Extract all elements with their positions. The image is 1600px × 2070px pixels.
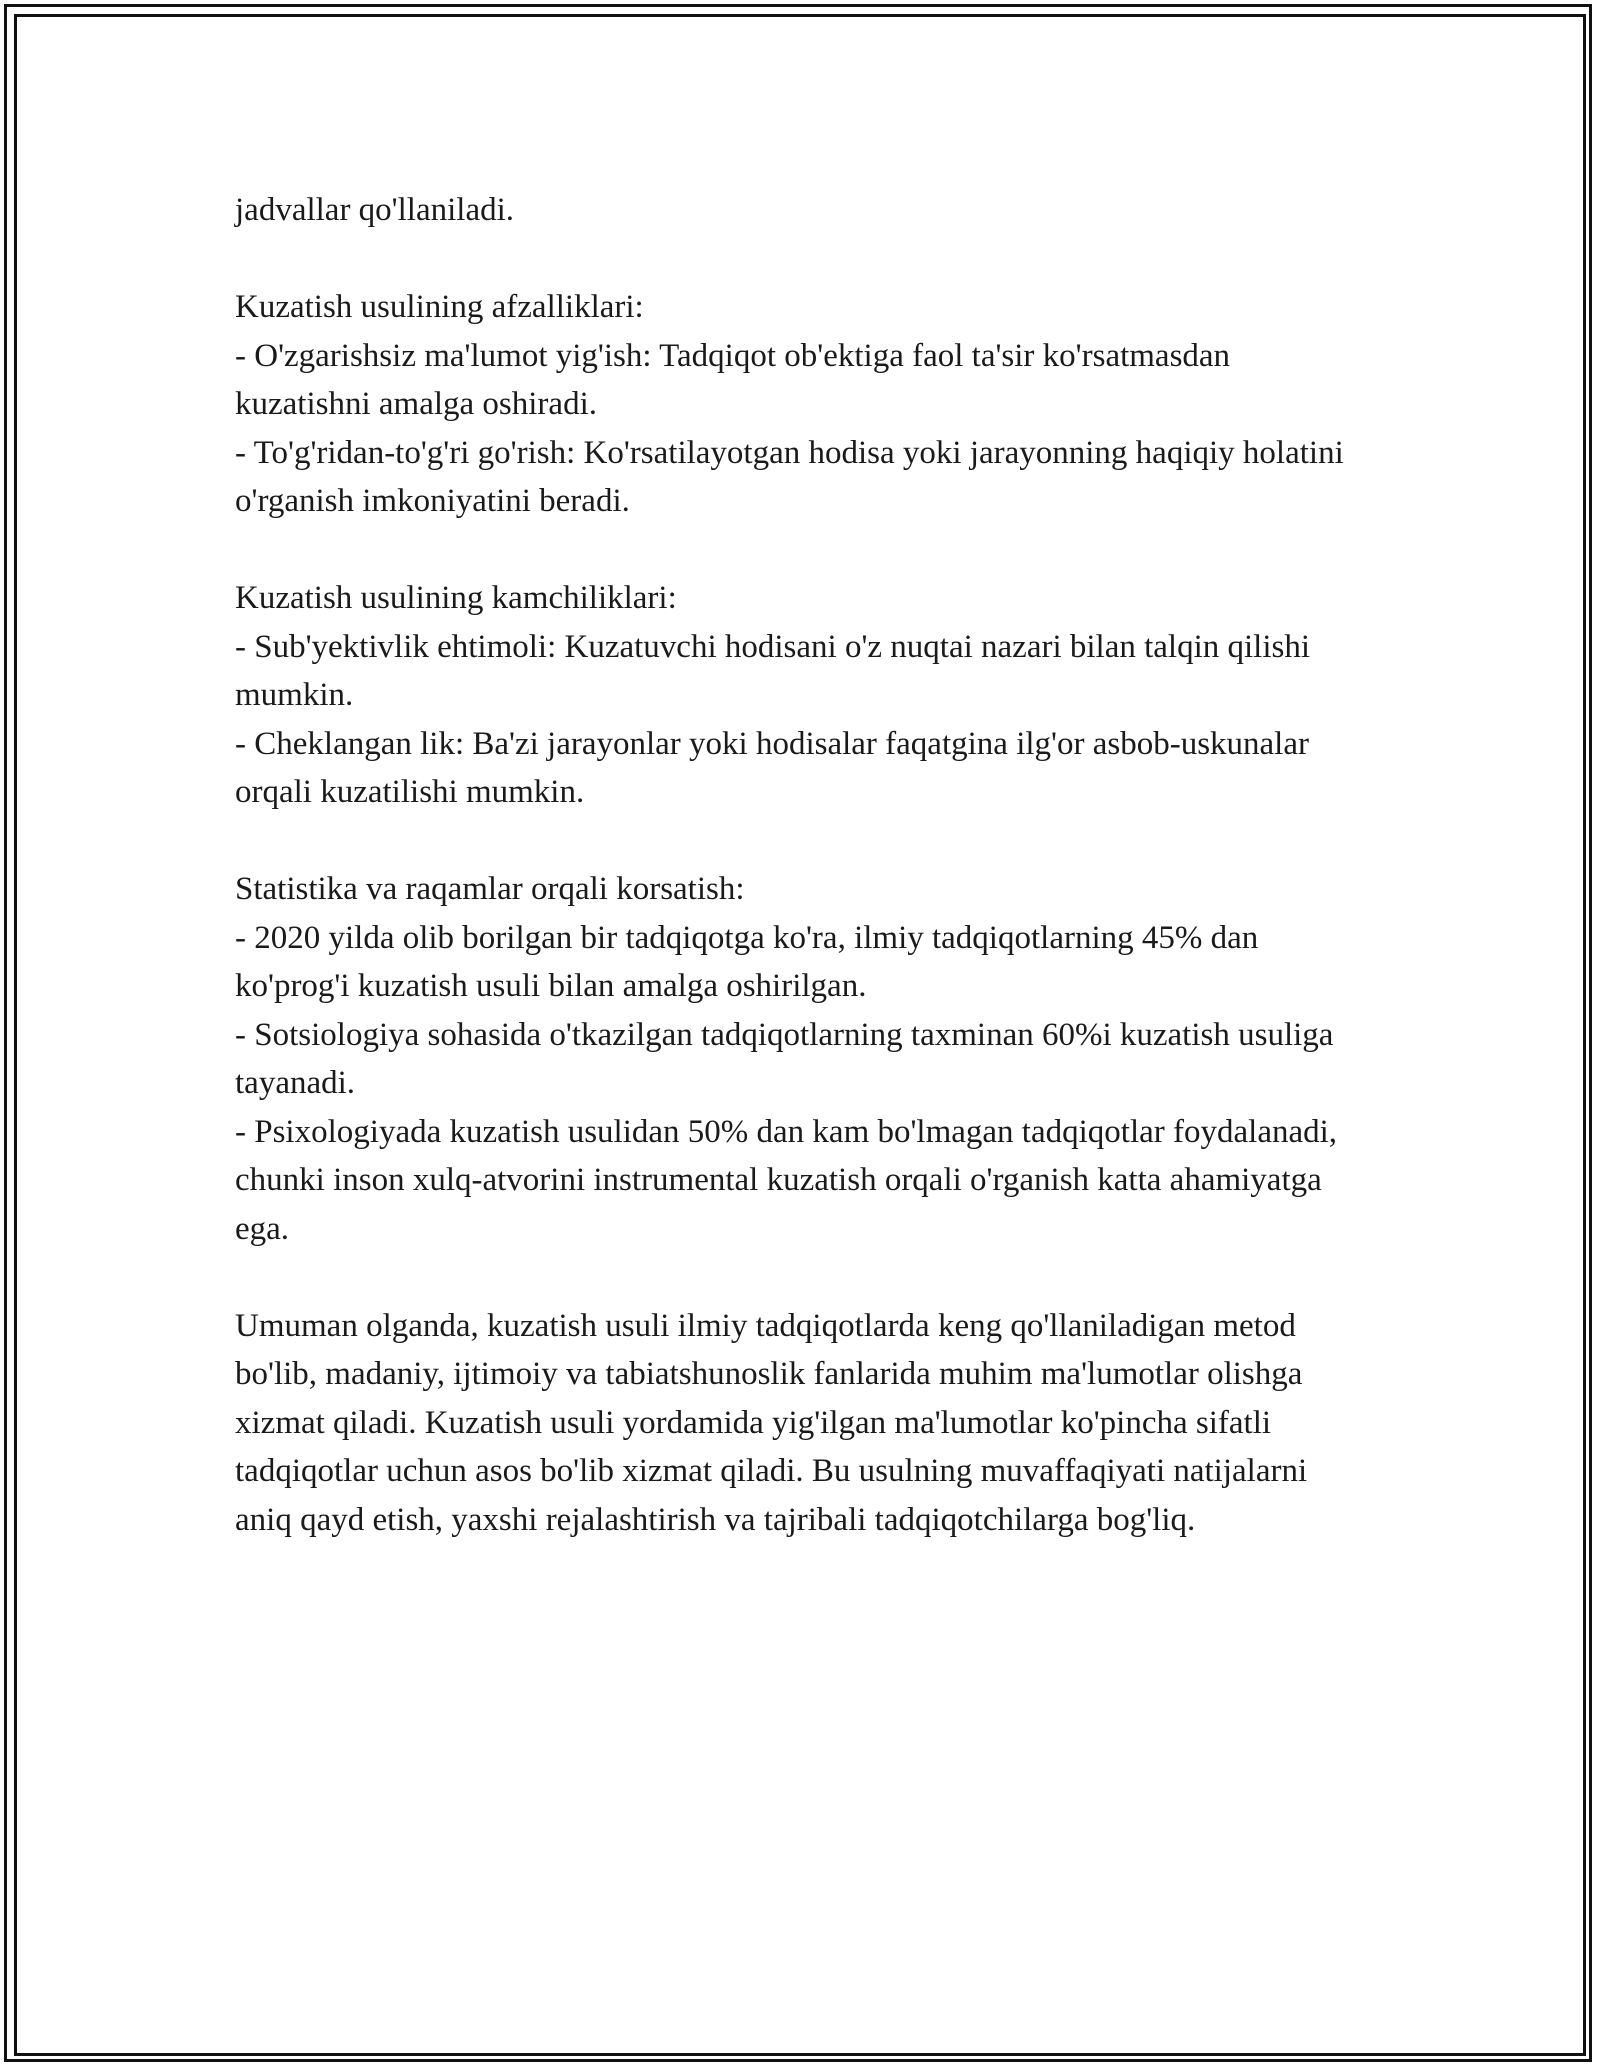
paragraph-gap (235, 817, 1365, 866)
advantage-item: - To'g'ridan-to'g'ri go'rish: Ko'rsatilayotgan hodisa yoki jarayonning haqiqiy holatini o'rganish imkoniyatini beradi. (235, 434, 1344, 519)
statistics-item: - Psixologiyada kuzatish usulidan 50% dan kam bo'lmagan tadqiqotlar foydalanadi, chunki inson xulq-atvorini instrumental kuzatish orqali o'rganish katta ahamiyatga ega. (235, 1113, 1338, 1247)
advantage-item: - O'zgarishsiz ma'lumot yig'ish: Tadqiqot ob'ektiga faol ta'sir ko'rsatmasdan kuzatishni amalga oshiradi. (235, 337, 1231, 422)
paragraph-gap (235, 1253, 1365, 1302)
statistics-heading: Statistika va raqamlar orqali korsatish: (235, 871, 745, 907)
disadvantage-item: - Sub'yektivlik ehtimoli: Kuzatuvchi hodisani o'z nuqtai nazari bilan talqin qilishi mumkin. (235, 628, 1311, 713)
document-body (235, 186, 1365, 1544)
advantages-heading: Kuzatish usulining afzalliklari: (235, 289, 644, 325)
paragraph-gap (235, 235, 1365, 284)
paragraph-gap (235, 526, 1365, 575)
conclusion-paragraph: Umuman olganda, kuzatish usuli ilmiy tadqiqotlarda keng qo'llaniladigan metod bo'lib, madaniy, ijtimoiy va tabiatshunoslik fanlarida muhim ma'lumotlar olishga xizmat qiladi. Kuzatish usuli yordamida yig'ilgan ma'lumotlar ko'pincha sifatli tadqiqotlar uchun asos bo'lib xizmat qiladi. Bu usulning muvaffaqiyati natijalarni aniq qayd etish, yaxshi rejalashtirish va tajribali tadqiqotchilarga bog'liq. (235, 1307, 1308, 1538)
disadvantages-heading: Kuzatish usulining kamchiliklari: (235, 580, 677, 616)
disadvantage-item: - Cheklangan lik: Ba'zi jarayonlar yoki hodisalar faqatgina ilg'or asbob-uskunalar orqali kuzatilishi mumkin. (235, 725, 1309, 810)
statistics-item: - Sotsiologiya sohasida o'tkazilgan tadqiqotlarning taxminan 60%i kuzatish usuliga tayanadi. (235, 1016, 1334, 1101)
intro-line: jadvallar qo'llaniladi. (235, 192, 515, 228)
statistics-item: - 2020 yilda olib borilgan bir tadqiqotga ko'ra, ilmiy tadqiqotlarning 45% dan ko'prog'i kuzatish usuli bilan amalga oshirilgan. (235, 919, 1259, 1004)
